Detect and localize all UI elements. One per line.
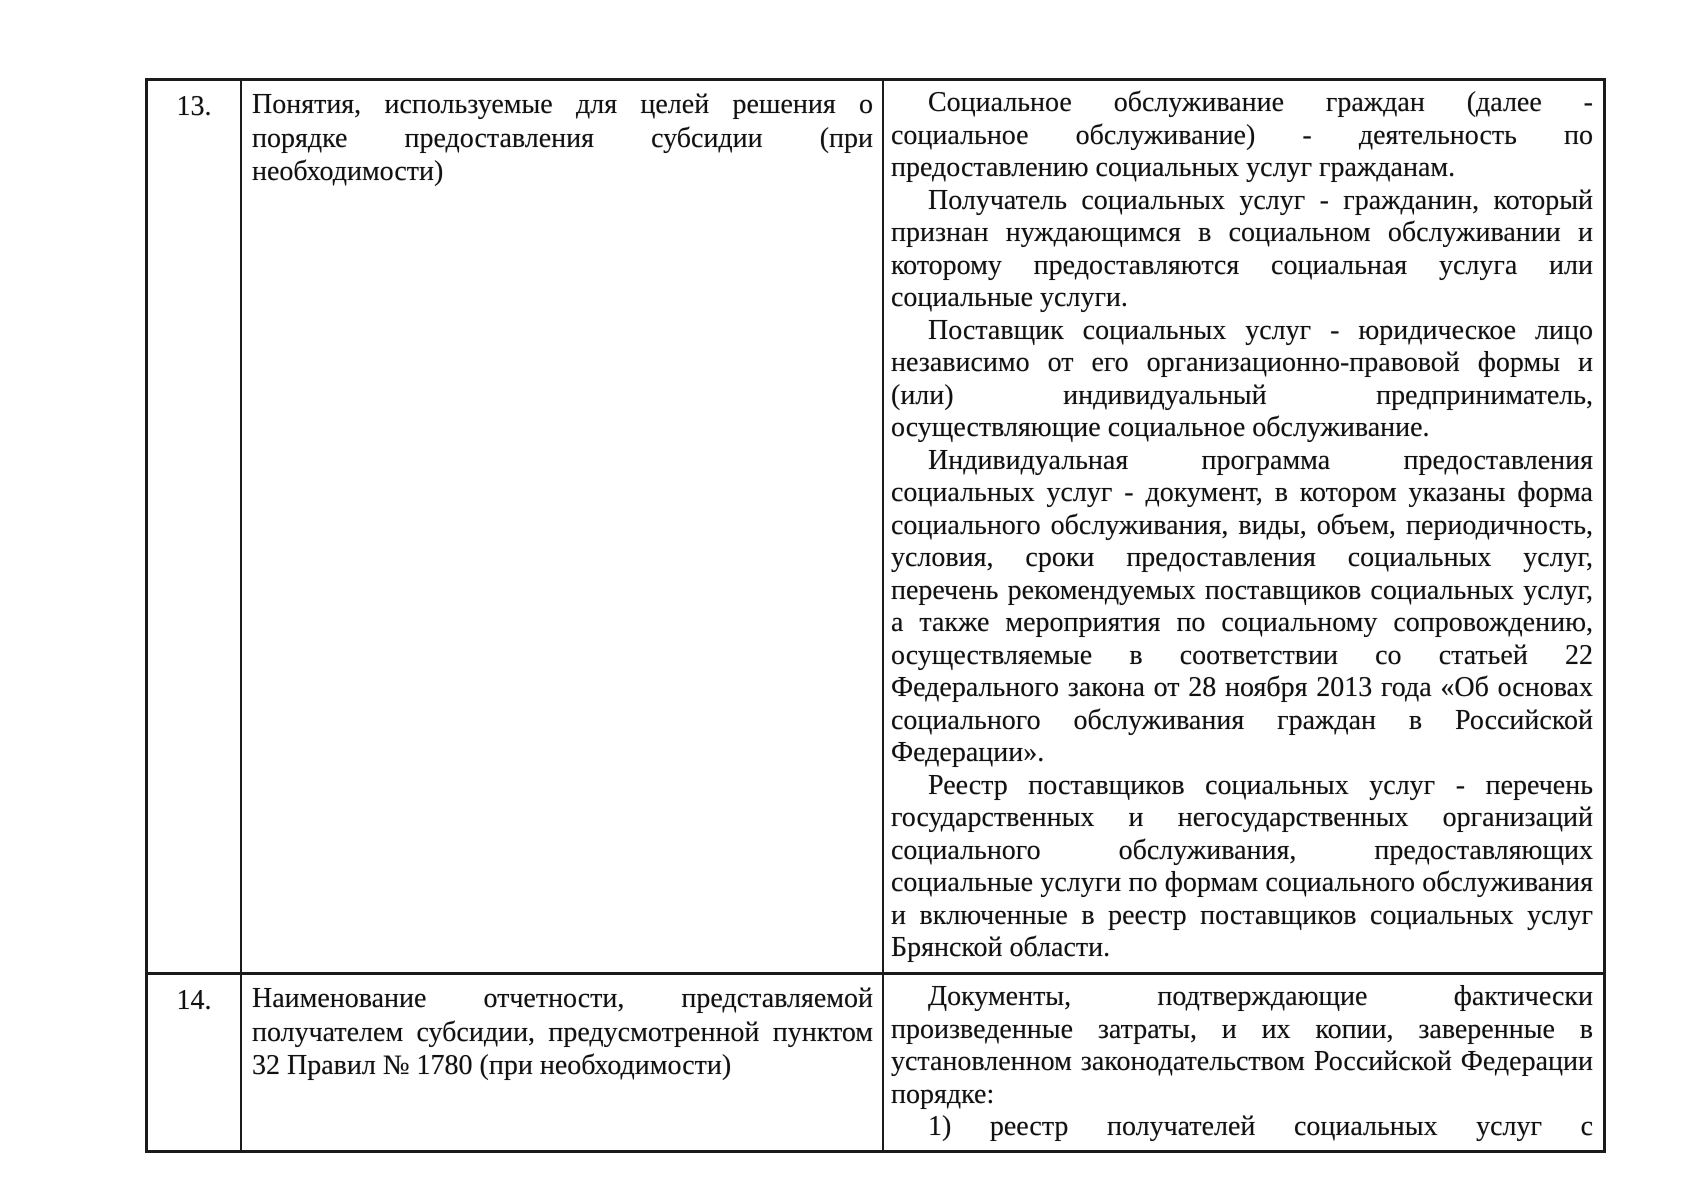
paragraph: Социальное обслуживание граждан (далее - социальное обслуживание) - деятельность по предоставлению социальных услуг гражданам.	[891, 87, 1593, 183]
row-13-content	[884, 81, 1603, 972]
row-14-criterion: Наименование отчетности, представляемой получателем субсидии, предусмотренной пунктом 32 Правил № 1780 (при необходимости)	[242, 975, 884, 1150]
table-row-14	[148, 975, 1603, 1150]
paragraph: Реестр поставщиков социальных услуг - перечень государственных и негосударственных организаций социального обслуживания, предоставляющих социальные услуги по формам социального обслуживания и включенные в реестр поставщиков социальных услуг Брянской области.	[891, 769, 1593, 963]
row-14-number: 14.	[148, 975, 242, 1150]
paragraph: Поставщик социальных услуг - юридическое лицо независимо от его организационно-правовой формы и (или) индивидуальный предприниматель, осуществляющие социальное обслуживание.	[891, 314, 1593, 443]
row-13-number: 13.	[148, 81, 242, 972]
row-13-criterion: Понятия, используемые для целей решения о порядке предоставления субсидии (при необходимости)	[242, 81, 884, 972]
paragraph: Документы, подтверждающие фактически произведенные затраты, и их копии, заверенные в установленном законодательством Российской Федерации порядке:	[891, 981, 1593, 1110]
row-14-content	[884, 975, 1603, 1150]
paragraph: Получатель социальных услуг - гражданин, который признан нуждающимся в социальном обслуживании и которому предоставляются социальная услуга или социальные услуги.	[891, 184, 1593, 313]
table-row-13	[148, 81, 1603, 975]
subsidy-provisions-table	[145, 78, 1606, 1153]
paragraph: Индивидуальная программа предоставления социальных услуг - документ, в котором указаны форма социального обслуживания, виды, объем, периодичность, условия, сроки предоставления социальных услуг, перечень рекомендуемых поставщиков социальных услуг, а также мероприятия по социальному сопровождению, осуществляемые в соответствии со статьей 22 Федерального закона от 28 ноября 2013 года «Об основах социального обслуживания граждан в Российской Федерации».	[891, 444, 1593, 768]
paragraph-list-item: 1) реестр получателей социальных услуг с	[928, 1111, 1593, 1142]
